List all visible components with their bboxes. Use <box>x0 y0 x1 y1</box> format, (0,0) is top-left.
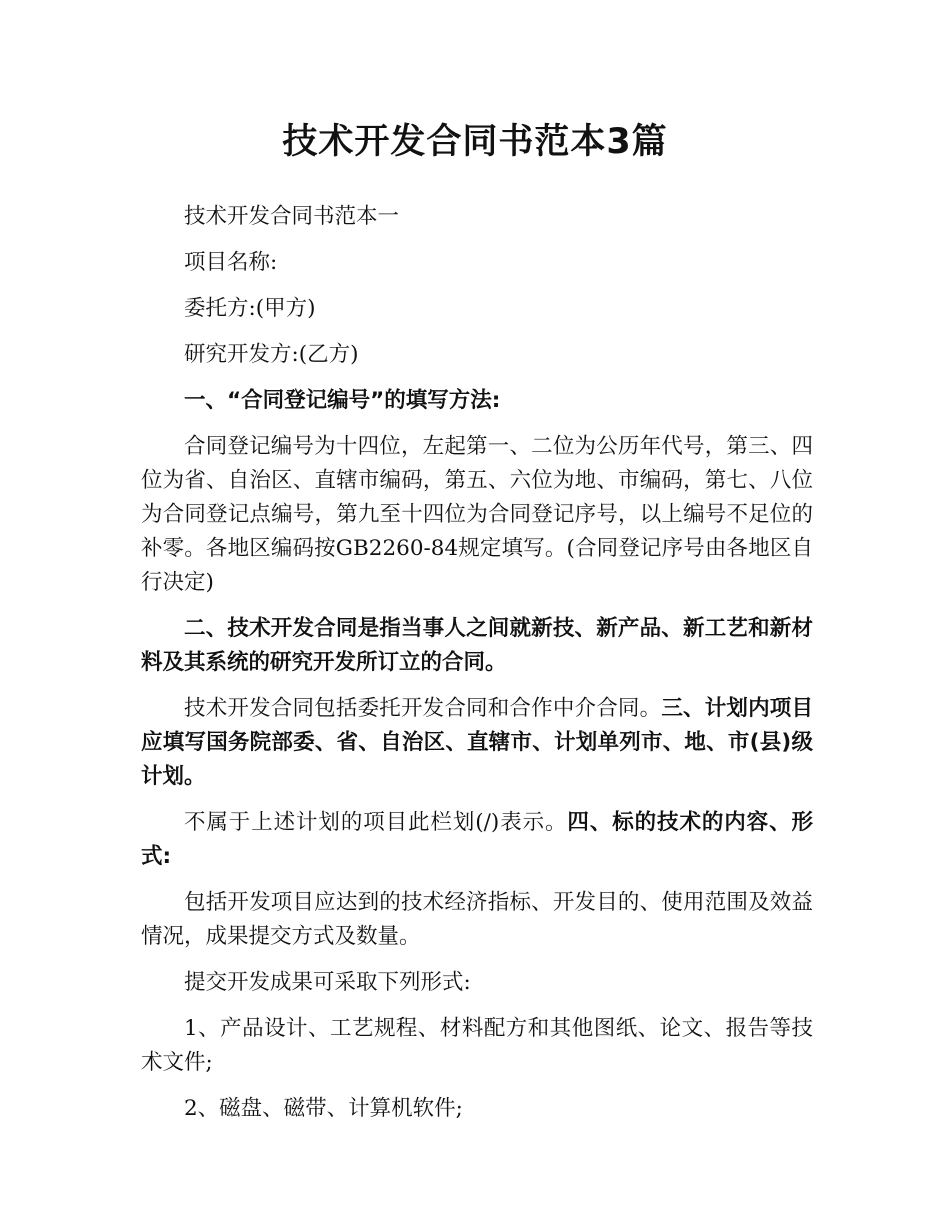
paragraph-text: 研究开发方:(乙方) <box>184 342 359 367</box>
paragraph-text: 不属于上述计划的项目此栏划(/)表示。 <box>184 810 568 835</box>
paragraph-text: 技术开发合同书范本一 <box>184 204 400 229</box>
document-body <box>141 200 813 1138</box>
paragraph-list-item-2 <box>141 1092 813 1126</box>
paragraph-non-plan-projects <box>141 806 813 874</box>
paragraph-bold-text: 一、“合同登记编号”的填写方法: <box>184 388 501 413</box>
paragraph-developer <box>141 338 813 372</box>
paragraph-contract-types <box>141 692 813 794</box>
paragraph-deliverable-forms <box>141 966 813 1000</box>
paragraph-text: 包括开发项目应达到的技术经济指标、开发目的、使用范围及效益情况，成果提交方式及数量。 <box>141 890 813 949</box>
paragraph-text: 项目名称: <box>184 250 278 275</box>
paragraph-text: 合同登记编号为十四位，左起第一、二位为公历年代号，第三、四位为省、自治区、直辖市编码，第五、六位为地、市编码，第七、八位为合同登记点编号，第九至十四位为合同登记序号，以上编号不足位的补零。各地区编码按GB2260-84规定填写。(合同登记序号由各地区自行决定) <box>141 434 813 595</box>
paragraph-text: 1、产品设计、工艺规程、材料配方和其他图纸、论文、报告等技术文件; <box>141 1016 813 1075</box>
paragraph-project-scope <box>141 886 813 954</box>
paragraph-text: 技术开发合同包括委托开发合同和合作中介合同。 <box>184 696 662 721</box>
paragraph-bold-text: 二、技术开发合同是指当事人之间就新技、新产品、新工艺和新材料及其系统的研究开发所订立的合同。 <box>141 616 813 675</box>
paragraph-heading-1 <box>141 384 813 418</box>
paragraph-heading-2 <box>141 612 813 680</box>
paragraph-client <box>141 292 813 326</box>
document-title: 技术开发合同书范本3篇 <box>282 122 668 162</box>
paragraph-project-name <box>141 246 813 280</box>
paragraph-text: 2、磁盘、磁带、计算机软件; <box>184 1096 463 1121</box>
paragraph-list-item-1 <box>141 1012 813 1080</box>
paragraph-text: 委托方:(甲方) <box>184 296 316 321</box>
paragraph-registration-number <box>141 430 813 600</box>
paragraph-text: 提交开发成果可采取下列形式: <box>184 970 471 995</box>
paragraph-bold-text: 三、计划内项目应填写国务院部委、省、自治区、直辖市、计划单列市、地、市(县)级计划。 <box>141 696 813 789</box>
paragraph-subtitle <box>141 200 813 234</box>
paragraph-bold-text: 四、标的技术的内容、形式: <box>141 810 813 869</box>
